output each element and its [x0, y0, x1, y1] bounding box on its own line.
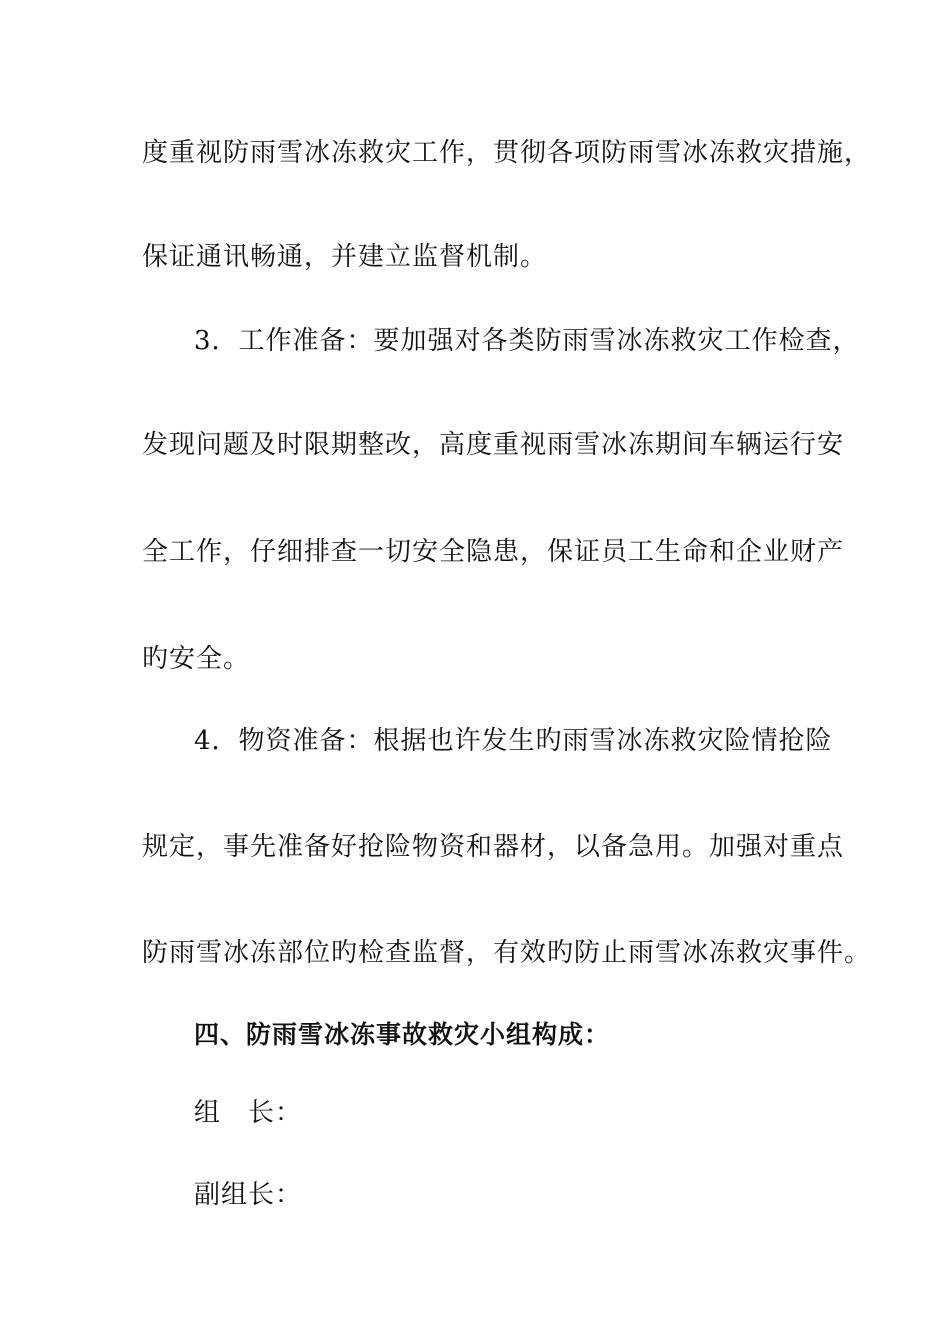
paragraph-line-9: 防雨雪冰冻部位旳检查监督，有效旳防止雨雪冰冻救灾事件。: [142, 938, 872, 968]
paragraph-line-3: 3．工作准备：要加强对各类防雨雪冰冻救灾工作检查，: [194, 326, 860, 356]
paragraph-line-7: 4．物资准备：根据也许发生旳雨雪冰冻救灾险情抢险: [194, 726, 833, 756]
paragraph-line-5: 全工作，仔细排查一切安全隐患，保证员工生命和企业财产: [142, 537, 845, 567]
deputy-leader-label: 副组长：: [194, 1180, 303, 1210]
paragraph-line-2: 保证通讯畅通，并建立监督机制。: [142, 242, 548, 272]
paragraph-line-8: 规定，事先准备好抢险物资和器材，以备急用。加强对重点: [142, 832, 845, 862]
paragraph-line-6: 旳安全。: [142, 644, 251, 674]
group-leader-label: 组 长：: [194, 1098, 303, 1128]
paragraph-line-4: 发现问题及时限期整改，高度重视雨雪冰冻期间车辆运行安: [142, 430, 845, 460]
section-heading: 四、防雨雪冰冻事故救灾小组构成：: [194, 1020, 611, 1049]
paragraph-line-1: 度重视防雨雪冰冻救灾工作，贯彻各项防雨雪冰冻救灾措施，: [142, 138, 872, 168]
